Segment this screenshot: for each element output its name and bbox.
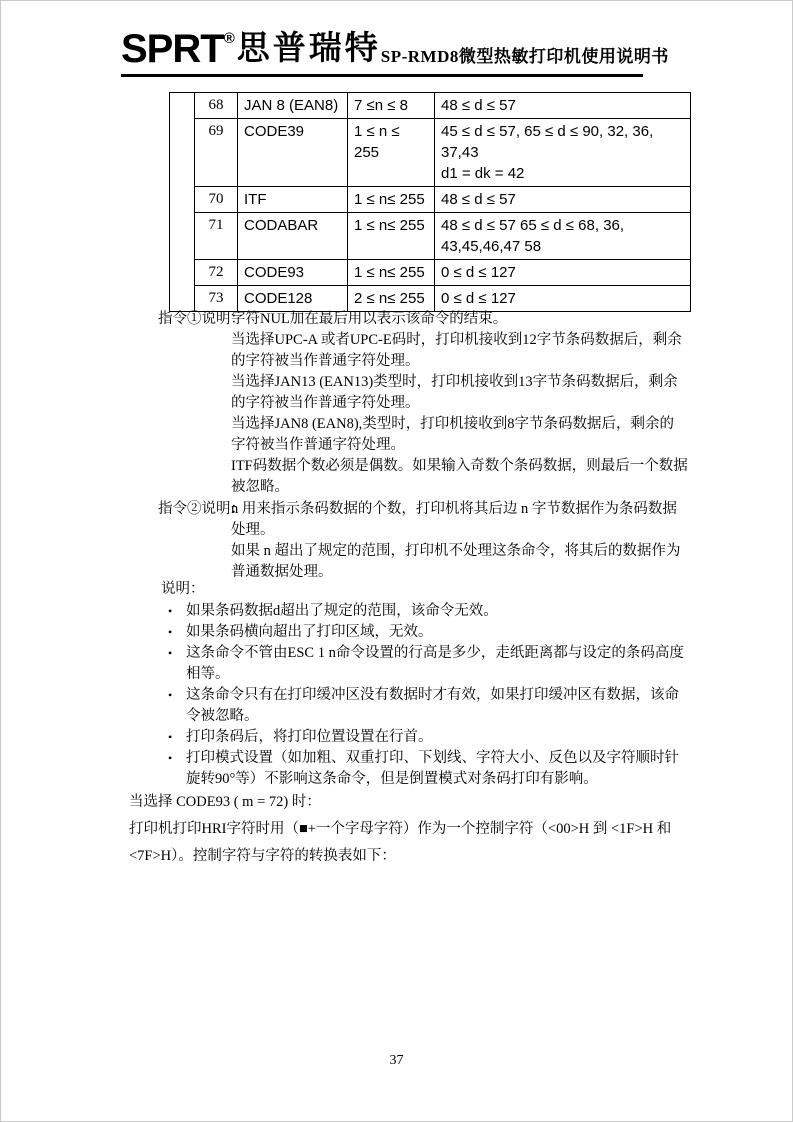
bullet-text: 这条命令不管由ESC 1 n命令设置的行高是多少，走纸距离都与设定的条码高度相等。 [186,645,684,682]
barcode-n-range: 1 ≤ n≤ 255 [348,260,435,286]
command2-note-label: 指令②说明： [158,501,245,517]
table-row [170,213,691,260]
document-title: SP-RMD8微型热敏打印机使用说明书 [380,47,669,66]
barcode-table-wrapper [169,92,691,312]
bullet-text: 如果条码数据d超出了规定的范围，该命令无效。 [186,603,498,619]
bullet-text: 打印条码后，将打印位置设置在行首。 [186,729,433,745]
logo-latin-text: SPRT [121,27,224,71]
barcode-n-range: 7 ≤n ≤ 8 [348,93,435,119]
list-item [166,748,689,790]
barcode-table [169,92,691,312]
bullet-text: 这条命令只有在打印缓冲区没有数据时才有效，如果打印缓冲区有数据，该命令被忽略。 [186,687,679,724]
barcode-name: CODE128 [238,286,348,312]
command1-note [158,309,688,498]
d-range-line: 48 ≤ d ≤ 57 [441,191,516,208]
table-row [170,187,691,213]
list-item [166,685,689,727]
command1-note-content [158,309,688,498]
table-row [170,286,691,312]
barcode-m-value: 71 [195,213,238,260]
note-line: ITF码数据个数必须是偶数。如果输入奇数个条码数据，则最后一个数据被忽略。 [231,458,688,495]
bullet-text: 打印模式设置（如加粗、双重打印、下划线、字符大小、反色以及字符顺时针旋转90°等）不影响这条命令，但是倒置模式对条码打印有影响。 [186,750,679,787]
bullet-icon: • [168,604,173,618]
barcode-n-range: 1 ≤ n≤ 255 [348,213,435,260]
barcode-name: CODE93 [238,260,348,286]
command2-note [158,499,688,583]
d-range-line: 0 ≤ d ≤ 127 [441,290,516,307]
d-range-line: d1 = dk = 42 [441,165,525,182]
note-line: 当选择JAN8 (EAN8),类型时，打印机接收到8字节条码数据后，剩余的字符被当作普通字符处理。 [231,416,675,453]
table-row [170,260,691,286]
d-range-line: 0 ≤ d ≤ 127 [441,264,516,281]
d-range-line: 43,45,46,47 58 [441,238,542,255]
list-item [166,622,689,643]
bullet-icon: • [168,625,173,639]
bullet-icon: • [168,730,173,744]
barcode-m-value: 73 [195,286,238,312]
code93-section [129,789,691,870]
d-range-line: 45 ≤ d ≤ 57, 65 ≤ d ≤ 90, 32, 36, 37,43 [441,123,654,161]
barcode-name: JAN 8 (EAN8) [238,93,348,119]
table-row [170,93,691,119]
note-line: n 用来指示条码数据的个数，打印机将其后边 n 字节数据作为条码数据处理。 [231,501,677,538]
barcode-name: ITF [238,187,348,213]
d-range-line: 48 ≤ d ≤ 57 [441,97,516,114]
barcode-n-range: 1 ≤ n ≤ 255 [348,119,435,187]
list-item [166,643,689,685]
command1-note-label: 指令①说明： [158,311,245,327]
list-item [166,601,689,622]
barcode-m-value: 69 [195,119,238,187]
barcode-m-value: 72 [195,260,238,286]
header [121,27,669,77]
registered-trademark-icon: ® [223,30,235,47]
brand-logo [121,29,381,69]
barcode-name: CODE39 [238,119,348,187]
barcode-name: CODABAR [238,213,348,260]
list-item [166,727,689,748]
hri-control-char-line: 打印机打印HRI字符时用（■+一个字母字符）作为一个控制字符（<00>H 到 <1F>H 和 <7F>H）。控制字符与字符的转换表如下： [129,821,672,864]
remark-label: 说明： [161,581,205,597]
barcode-d-range [435,213,691,260]
bullet-icon: • [168,751,173,765]
bullet-icon: • [168,646,173,660]
d-range-line: 48 ≤ d ≤ 57 65 ≤ d ≤ 68, 36, [441,217,625,234]
remark-bullet-list [166,601,689,790]
bullet-text: 如果条码横向超出了打印区域，无效。 [186,624,433,640]
barcode-d-range [435,93,691,119]
barcode-d-range [435,187,691,213]
barcode-n-range: 2 ≤ n≤ 255 [348,286,435,312]
note-line: 当选择UPC-A 或者UPC-E码时，打印机接收到12字节条码数据后，剩余的字符被当作普通字符处理。 [231,332,682,369]
logo-chinese-text: 思普瑞特 [236,31,381,67]
barcode-d-range [435,119,691,187]
note-line: 当选择JAN13 (EAN13)类型时，打印机接收到13字节条码数据后，剩余的字符被当作普通字符处理。 [231,374,678,411]
barcode-m-value: 70 [195,187,238,213]
table-row [170,119,691,187]
bullet-icon: • [168,688,173,702]
barcode-m-value: 68 [195,93,238,119]
note-line: 如果 n 超出了规定的范围，打印机不处理这条命令，将其后的数据作为普通数据处理。 [231,543,681,580]
barcode-d-range [435,260,691,286]
table-spacer-cell [170,93,195,312]
note-line: 字符NUL加在最后用以表示该命令的结束。 [231,311,508,327]
barcode-n-range: 1 ≤ n≤ 255 [348,187,435,213]
barcode-d-range [435,286,691,312]
code93-selection-line: 当选择 CODE93 ( m = 72) 时： [129,794,321,810]
page-number: 37 [389,1053,404,1068]
